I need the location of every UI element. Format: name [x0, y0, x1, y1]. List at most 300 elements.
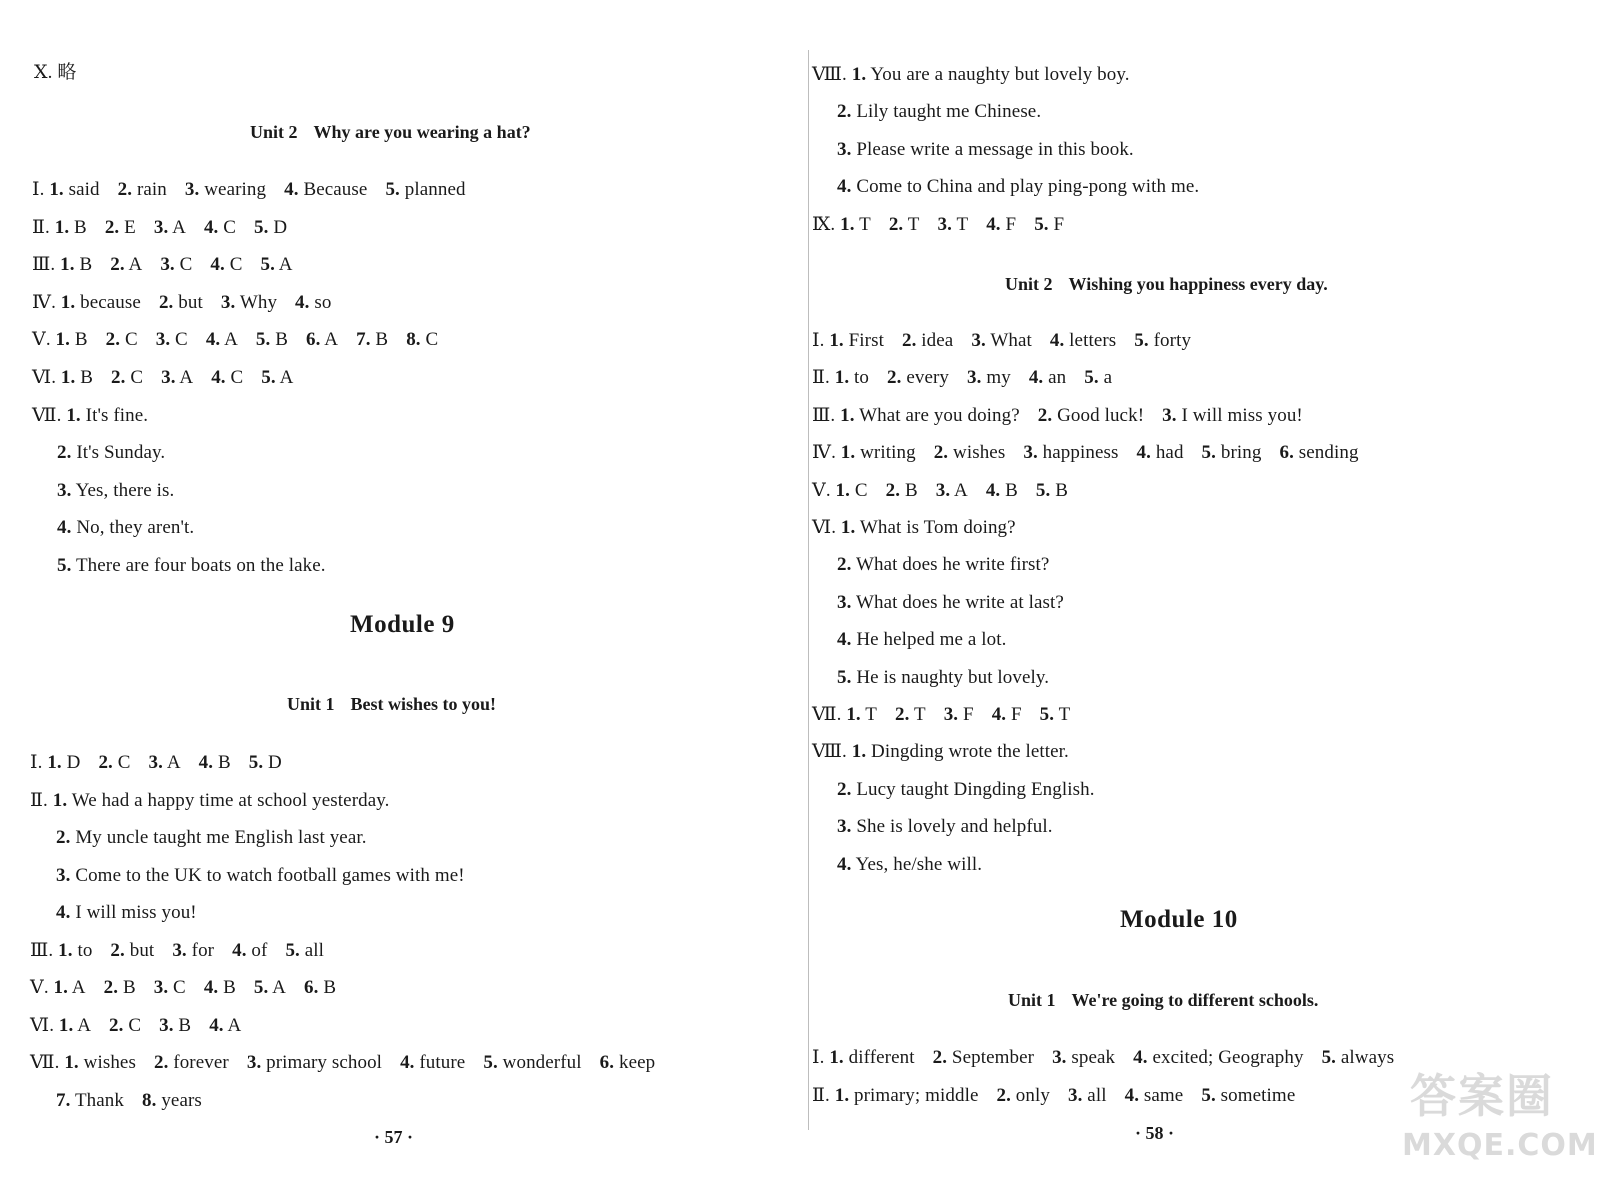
answer-item — [1322, 1046, 1395, 1070]
answer-item — [111, 366, 143, 390]
item-number: 2. — [111, 367, 126, 388]
item-number: 3. — [971, 330, 986, 351]
item-number: 5. — [1134, 330, 1149, 351]
answer-item — [59, 1014, 91, 1038]
item-answer: Yes, there is. — [75, 479, 175, 501]
item-answer: rain — [136, 179, 167, 200]
answer-line — [812, 213, 1082, 237]
answer-item — [256, 328, 288, 352]
item-number: 2. — [109, 1014, 124, 1036]
item-answer: Why — [239, 291, 278, 313]
answer-item — [57, 479, 174, 503]
unit-heading — [250, 122, 531, 143]
item-number: 1. — [846, 704, 861, 725]
item-answer: What are you doing? — [859, 404, 1020, 426]
section-numeral: Ⅰ. — [812, 330, 830, 351]
answer-item — [306, 328, 338, 352]
item-answer: She is lovely and helpful. — [856, 816, 1053, 838]
answer-item — [852, 63, 1130, 87]
answer-line — [30, 1014, 259, 1038]
answer-line — [812, 479, 1086, 503]
item-number: 3. — [943, 704, 959, 725]
item-answer: C — [425, 329, 439, 351]
item-number: 2. — [117, 179, 133, 200]
item-number: 3. — [837, 138, 852, 160]
answer-line — [837, 778, 1113, 802]
item-number: 2. — [103, 977, 119, 998]
item-answer: You are a naughty but lovely boy. — [870, 64, 1130, 85]
item-answer: F — [1053, 213, 1065, 235]
answer-item — [400, 1051, 465, 1075]
item-number: 1. — [60, 254, 75, 276]
item-number: 2. — [895, 704, 910, 725]
answer-line — [812, 740, 1087, 764]
item-number: 8. — [406, 329, 421, 351]
answer-item — [304, 976, 336, 1000]
answer-item — [837, 138, 1134, 162]
answer-item — [204, 216, 236, 240]
item-number: 6. — [1279, 442, 1294, 464]
answer-item — [829, 329, 884, 353]
item-number: 4. — [837, 853, 852, 875]
item-answer: C — [128, 1014, 142, 1036]
answer-item — [1068, 1084, 1107, 1108]
answer-item — [356, 328, 388, 352]
item-answer: What does he write at last? — [855, 591, 1064, 613]
item-answer: B — [375, 329, 389, 351]
answer-line — [812, 441, 1377, 465]
item-number: 1. — [829, 1047, 844, 1068]
section-numeral: Ⅴ. — [32, 329, 56, 351]
answer-item — [1134, 329, 1191, 353]
item-answer: T — [956, 213, 969, 235]
item-number: 5. — [1201, 442, 1216, 464]
answer-item — [261, 253, 293, 277]
answer-item — [159, 1014, 191, 1038]
item-number: 1. — [840, 404, 855, 426]
item-answer: He helped me a lot. — [856, 629, 1007, 651]
item-number: 4. — [56, 902, 71, 923]
item-number: 3. — [172, 939, 187, 961]
answer-item — [936, 479, 968, 503]
answer-item — [206, 328, 238, 352]
item-answer: F — [1011, 704, 1022, 725]
answer-item — [110, 939, 154, 963]
answer-line — [812, 366, 1130, 390]
answer-item — [837, 853, 982, 877]
item-number: 3. — [937, 213, 952, 235]
answer-item — [967, 366, 1011, 390]
answer-item — [992, 703, 1022, 727]
answer-item — [209, 1014, 241, 1038]
item-number: 1. — [53, 977, 68, 998]
section-numeral: Ⅲ. — [30, 939, 59, 961]
item-number: 5. — [254, 216, 269, 238]
section-numeral: Ⅱ. — [32, 216, 55, 238]
answer-item — [254, 976, 286, 1000]
answer-item — [53, 789, 390, 813]
item-number: 3. — [160, 254, 175, 276]
item-answer: B — [1005, 479, 1018, 501]
answer-line — [32, 178, 484, 202]
answer-item — [840, 213, 871, 237]
answer-item — [54, 976, 86, 1000]
answer-item — [837, 628, 1006, 652]
item-number: 1. — [52, 789, 68, 811]
answer-item — [104, 976, 136, 1000]
answer-line — [32, 328, 456, 352]
item-number: 3. — [837, 816, 852, 838]
answer-item — [829, 1046, 914, 1070]
answer-item — [185, 178, 266, 202]
answer-item — [841, 441, 916, 465]
section-numeral: Ⅲ. — [812, 404, 841, 426]
item-answer: planned — [404, 179, 466, 200]
item-number: 2. — [885, 479, 901, 501]
answer-item — [837, 553, 1049, 577]
item-number: 1. — [47, 752, 62, 773]
item-answer: years — [161, 1089, 202, 1111]
item-answer: T — [1058, 704, 1071, 725]
item-number: 3. — [56, 864, 71, 886]
item-answer: Yes, he/she will. — [855, 853, 983, 875]
answer-line — [57, 516, 212, 540]
item-number: 1. — [834, 1085, 850, 1106]
item-answer: A — [224, 329, 238, 351]
section-numeral: Ⅷ. — [812, 64, 852, 85]
item-answer: wishes — [83, 1052, 136, 1073]
item-number: 5. — [483, 1052, 498, 1073]
item-answer: said — [68, 179, 100, 200]
answer-item — [895, 703, 926, 727]
item-number: 1. — [54, 216, 70, 238]
answer-item — [835, 366, 869, 390]
answer-item — [154, 216, 186, 240]
item-number: 3. — [1052, 1047, 1067, 1068]
item-answer: D — [268, 752, 282, 773]
unit-heading — [1008, 990, 1318, 1011]
item-answer: all — [1087, 1085, 1107, 1106]
item-answer: What is Tom doing? — [859, 517, 1016, 538]
item-answer: forever — [173, 1052, 229, 1073]
item-answer: Dingding wrote the letter. — [871, 741, 1069, 763]
item-number: 2. — [933, 442, 949, 464]
item-number: 5. — [248, 752, 264, 773]
answer-item — [385, 178, 465, 202]
item-number: 3. — [155, 329, 171, 351]
unit-label: Unit 1 — [287, 694, 335, 714]
answer-item — [600, 1051, 656, 1075]
item-answer: E — [124, 216, 136, 238]
item-answer: T — [913, 704, 926, 725]
unit-label: Unit 2 — [250, 122, 298, 142]
item-number: 1. — [834, 367, 850, 389]
section-numeral: Ⅰ. — [32, 179, 50, 200]
item-answer: different — [848, 1047, 915, 1068]
answer-item — [846, 703, 877, 727]
section-numeral: Ⅶ. — [30, 1052, 65, 1073]
answer-item — [285, 939, 324, 963]
item-answer: Good luck! — [1057, 404, 1145, 426]
item-number: 2. — [57, 442, 72, 464]
answer-line — [30, 939, 342, 963]
answer-item — [284, 178, 367, 202]
item-number: 6. — [599, 1052, 615, 1073]
item-number: 2. — [901, 330, 917, 351]
item-number: 5. — [837, 666, 852, 688]
unit-title: We're going to different schools. — [1071, 990, 1319, 1010]
answer-line — [812, 703, 1088, 727]
item-answer: T — [859, 213, 871, 235]
item-number: 5. — [1035, 479, 1051, 501]
item-answer: A — [227, 1014, 242, 1036]
answer-item — [56, 328, 88, 352]
item-answer: so — [314, 291, 332, 313]
answer-line — [56, 864, 483, 888]
answer-item — [61, 366, 93, 390]
answer-item — [56, 1089, 124, 1113]
answer-item — [56, 864, 465, 888]
answer-item — [483, 1051, 581, 1075]
section-numeral: Ⅲ. — [32, 254, 61, 276]
answer-item — [1133, 1046, 1303, 1070]
unit-heading — [287, 694, 496, 715]
item-answer: for — [191, 939, 215, 961]
answer-item — [837, 666, 1049, 690]
answer-item — [889, 213, 920, 237]
item-answer: Come to China and play ping-pong with me. — [856, 176, 1200, 198]
answer-line — [837, 100, 1059, 124]
answer-line — [837, 815, 1071, 839]
item-number: 1. — [851, 741, 867, 763]
answer-item — [841, 516, 1016, 540]
item-answer: Lucy taught Dingding English. — [856, 778, 1095, 800]
item-number: 2. — [56, 827, 71, 848]
item-number: 4. — [203, 216, 219, 238]
item-number: 5. — [253, 977, 269, 998]
item-number: 5. — [285, 939, 300, 961]
item-number: 4. — [198, 752, 214, 773]
item-answer: A — [77, 1014, 92, 1036]
answer-item — [57, 441, 165, 465]
unit-heading — [1005, 274, 1328, 295]
answer-item — [1023, 441, 1118, 465]
item-answer: B — [178, 1014, 192, 1036]
section-numeral: Ⅷ. — [812, 741, 852, 763]
item-answer: Come to the UK to watch football games with me! — [75, 864, 465, 886]
item-answer: Thank — [74, 1089, 125, 1111]
item-answer: He is naughty but lovely. — [856, 666, 1050, 688]
unit-label: Unit 2 — [1005, 274, 1053, 294]
answer-item — [98, 751, 130, 775]
item-number: 1. — [851, 64, 867, 85]
item-answer: because — [80, 291, 141, 313]
item-number: 2. — [837, 101, 852, 123]
answer-item — [57, 554, 326, 578]
answer-item — [1162, 404, 1303, 428]
answer-item — [142, 1089, 202, 1113]
item-answer: What — [990, 330, 1032, 351]
section-numeral: Ⅸ. — [812, 213, 841, 235]
answer-item — [161, 366, 193, 390]
item-answer: wearing — [204, 179, 267, 200]
answer-item — [64, 1051, 136, 1075]
answer-line — [57, 479, 192, 503]
unit-title: Wishing you happiness every day. — [1068, 274, 1328, 294]
item-answer: B — [1055, 479, 1068, 501]
answer-item — [1034, 213, 1064, 237]
item-answer: sending — [1298, 442, 1359, 464]
answer-line — [30, 751, 300, 775]
answer-item — [106, 328, 138, 352]
section-numeral: Ⅱ. — [812, 1085, 835, 1106]
section-numeral: Ⅳ. — [32, 291, 61, 313]
watermark-logo — [1390, 1060, 1598, 1180]
item-number: 8. — [142, 1089, 157, 1111]
item-answer: but — [178, 291, 203, 313]
item-answer: C — [175, 329, 188, 351]
item-answer: C — [124, 329, 138, 351]
answer-item — [406, 328, 438, 352]
answer-item — [172, 939, 214, 963]
item-number: 2. — [887, 367, 902, 389]
answer-line — [812, 516, 1034, 540]
item-number: 5. — [385, 179, 400, 200]
item-answer: I will miss you! — [75, 902, 197, 923]
item-answer: There are four boats on the lake. — [75, 555, 326, 576]
answer-item — [1137, 441, 1184, 465]
item-answer: C — [223, 216, 237, 238]
item-number: 2. — [837, 554, 852, 576]
answer-item — [105, 216, 136, 240]
answer-item — [1202, 441, 1262, 465]
item-number: 1. — [66, 404, 81, 426]
section-numeral: Ⅱ. — [812, 367, 835, 389]
item-answer: keep — [618, 1052, 656, 1073]
item-number: 4. — [1136, 442, 1151, 464]
item-answer: T — [907, 213, 920, 235]
item-answer: C — [179, 254, 193, 276]
item-answer: a — [1103, 367, 1113, 389]
page-divider — [808, 50, 809, 1130]
item-answer: B — [217, 752, 231, 773]
section-numeral: Ⅴ. — [812, 479, 836, 501]
item-number: 2. — [996, 1085, 1011, 1106]
item-number: 3. — [159, 1014, 174, 1036]
answer-item — [56, 826, 367, 850]
item-number: 3. — [184, 179, 200, 200]
answer-line — [32, 291, 349, 315]
item-answer: forty — [1153, 330, 1192, 351]
item-answer: A — [172, 216, 186, 238]
item-number: 4. — [1049, 330, 1065, 351]
item-answer: C — [130, 367, 144, 388]
answer-line — [812, 329, 1209, 353]
item-answer: It's Sunday. — [76, 442, 166, 464]
item-answer: Lily taught me Chinese. — [856, 101, 1042, 123]
answer-item — [61, 291, 141, 315]
item-number: 4. — [400, 1052, 415, 1073]
answer-line — [837, 853, 1000, 877]
answer-item — [837, 175, 1199, 199]
item-number: 4. — [203, 977, 219, 998]
item-number: 1. — [840, 442, 856, 464]
item-number: 5. — [1084, 367, 1099, 389]
item-answer: T — [865, 704, 878, 725]
answer-item — [837, 591, 1064, 615]
answer-line — [56, 1089, 220, 1113]
item-answer: F — [1005, 213, 1017, 235]
item-answer: B — [122, 977, 136, 998]
section-numeral: Ⅵ. — [32, 367, 61, 388]
section-numeral: Ⅰ. — [30, 752, 48, 773]
answer-item — [836, 479, 868, 503]
answer-item — [1084, 366, 1112, 390]
answer-item — [971, 329, 1032, 353]
item-number: 3. — [153, 977, 169, 998]
item-number: 2. — [1037, 404, 1053, 426]
answer-item — [1038, 404, 1144, 428]
answer-line — [32, 216, 305, 240]
answer-line — [32, 366, 311, 390]
answer-item — [840, 404, 1020, 428]
item-number: 1. — [64, 1052, 79, 1073]
item-number: 3. — [148, 752, 163, 773]
answer-line — [837, 175, 1217, 199]
answer-line — [837, 591, 1082, 615]
item-number: 1. — [58, 1014, 74, 1036]
item-number: 4. — [837, 176, 852, 198]
item-answer: wishes — [953, 442, 1006, 464]
answer-item — [1052, 1046, 1115, 1070]
item-answer: My uncle taught me English last year. — [75, 827, 367, 848]
item-answer: It's fine. — [85, 404, 149, 426]
item-number: 2. — [158, 291, 174, 313]
item-answer: primary school — [266, 1052, 383, 1073]
item-number: 6. — [304, 977, 319, 998]
item-number: 2. — [110, 254, 125, 276]
answer-item — [66, 404, 148, 428]
item-answer: C — [230, 367, 244, 388]
item-answer: Because — [303, 179, 368, 200]
item-answer: writing — [860, 442, 916, 464]
item-number: 1. — [60, 367, 76, 388]
item-answer: excited; Geography — [1152, 1047, 1304, 1068]
item-number: 5. — [1201, 1085, 1216, 1106]
answer-item — [944, 703, 974, 727]
answer-item — [254, 216, 287, 240]
answer-line — [837, 628, 1024, 652]
answer-item — [156, 328, 188, 352]
answer-line — [57, 554, 344, 578]
item-number: 1. — [60, 291, 76, 313]
answer-line — [812, 1084, 1313, 1108]
item-answer: B — [223, 977, 236, 998]
item-number: 2. — [105, 329, 121, 351]
item-number: 5. — [1039, 704, 1055, 725]
item-number: 7. — [56, 1089, 71, 1111]
item-answer: every — [906, 367, 950, 389]
answer-item — [1279, 441, 1358, 465]
item-answer: speak — [1071, 1047, 1116, 1068]
item-answer: happiness — [1042, 442, 1119, 464]
item-number: 4. — [209, 1014, 224, 1036]
answer-item — [49, 178, 99, 202]
item-answer: September — [951, 1047, 1035, 1068]
item-answer: B — [74, 329, 88, 351]
answer-item — [837, 815, 1053, 839]
item-number: 1. — [835, 479, 850, 501]
